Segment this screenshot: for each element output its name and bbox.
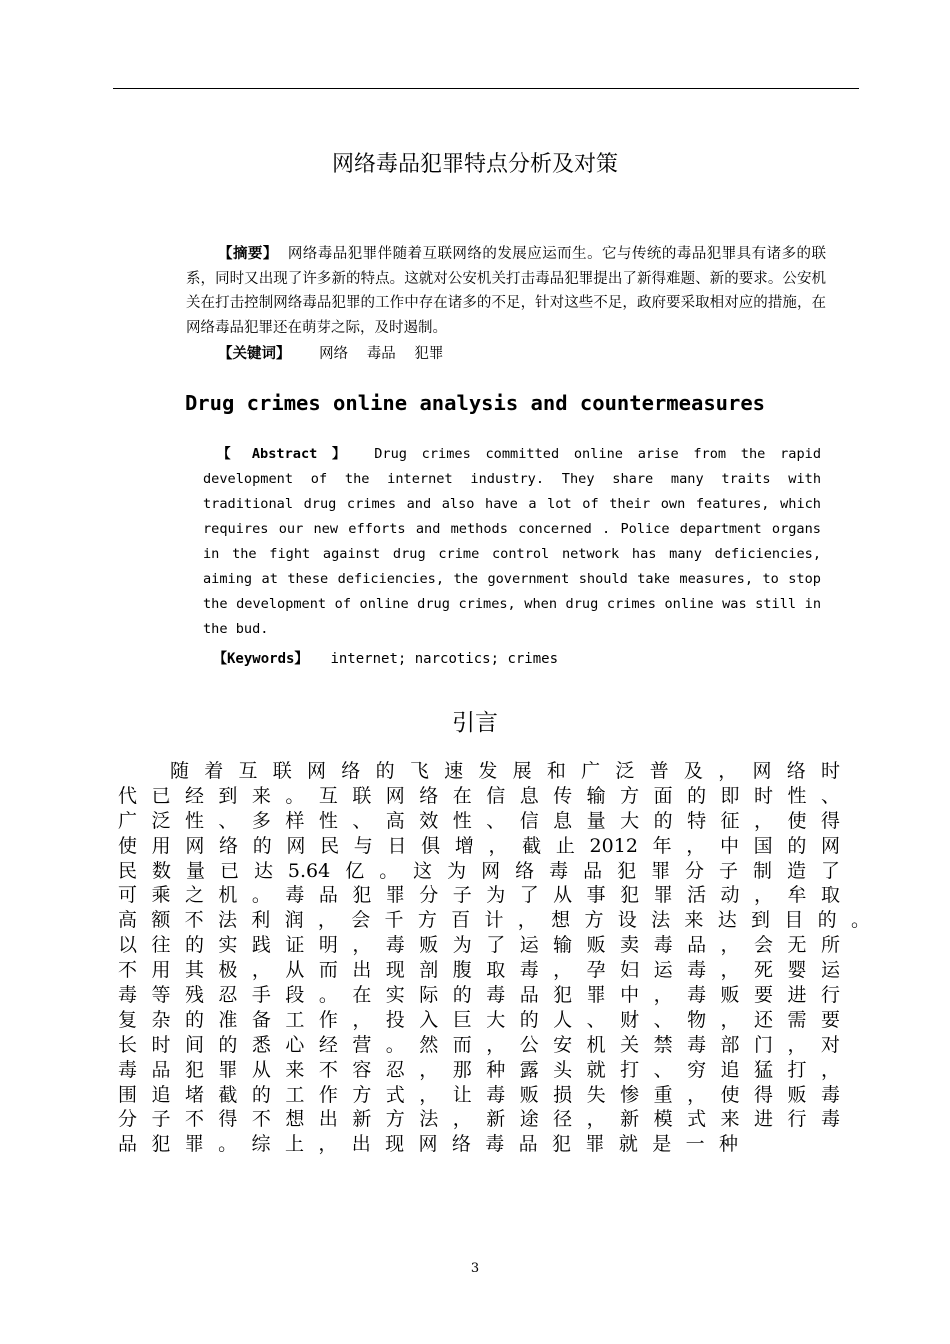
abstract-en [203,442,821,642]
body-line: 广泛性、多样性、高效性、信息量大的特征，使得 [118,809,840,832]
abstract-cn-text: 网络毒品犯罪伴随着互联网络的发展应运而生。它与传统的毒品犯罪具有诸多的联系，同时又出现了许多新的特点。这就对公安机关打击毒品犯罪提出了新得难题、新的要求。公安机关在打击控制网络毒品犯罪的工作中存在诸多的不足，针对这些不足，政府要采取相对应的措施，在网络毒品犯罪还在萌芽之际，及时遏制。 [186,246,827,336]
body-line: 分子不得不想出新方法，新途径，新模式来进行毒 [118,1108,840,1131]
page-title-cn: 网络毒品犯罪特点分析及对策 [331,152,618,177]
abstract-en-label: 【 Abstract 】 [217,446,353,462]
keywords-en-label: 【Keywords】 [213,651,309,667]
keyword-cn-item: 犯罪 [414,346,444,362]
abstract-en-text: Drug crimes committed online arise from the rapid development of the internet industry. They share many traits with traditional drug crimes and also have a lot of their own features, which requires our new efforts and methods concerned . Police department organs in the fight against drug crime control network has many deficiencies, aiming at these deficiencies, the government should take measures, to stop the development of online drug crimes, when drug crimes online was still in the bud. [203,446,822,637]
body-line: 随着互联网络的飞速发展和广泛普及，网络时 [170,760,840,782]
abstract-cn-label: 【摘要】 [218,245,278,262]
body-line: 围追堵截的工作方式，让毒贩损失惨重，使得贩毒 [118,1083,840,1106]
keywords-cn [218,342,457,363]
body-line: 长时间的悉心经营。然而，公安机关禁毒部门，对 [118,1033,840,1056]
abstract-cn [186,242,826,340]
body-line: 使用网络的网民与日俱增，截止2012年，中国的网 [118,834,840,857]
intro-heading: 引言 [452,710,498,736]
header-rule [113,88,859,89]
body-line: 高额不法利润，会千方百计，想方设法来达到目的。 [118,909,870,932]
keyword-cn-item: 毒品 [366,346,396,362]
keywords-cn-label: 【关键词】 [218,345,291,362]
body-line: 民数量已达5.64亿。这为网络毒品犯罪分子制造了 [118,859,840,882]
intro-body [118,759,870,1157]
page-title-en: Drug crimes online analysis and countermeasures [184,391,766,415]
keywords-en-text: internet; narcotics; crimes [330,651,559,667]
page-number: 3 [470,1261,480,1276]
keywords-en [213,648,558,668]
body-line: 复杂的准备工作，投入巨大的人、财、物，还需要 [118,1008,840,1031]
body-line: 品犯罪。综上，出现网络毒品犯罪就是一种 [118,1133,738,1156]
body-line: 可乘之机。毒品犯罪分子为了从事犯罪活动，牟取 [118,884,840,907]
body-line: 不用其极，从而出现剖腹取毒，孕妇运毒，死婴运 [118,959,840,982]
body-line: 以往的实践证明，毒贩为了运输贩卖毒品，会无所 [118,934,840,957]
body-line: 毒品犯罪从来不容忍，那种露头就打、穷追猛打， [118,1058,840,1081]
keyword-cn-item: 网络 [319,346,349,362]
body-line: 代已经到来。互联网络在信息传输方面的即时性、 [118,784,840,807]
body-line: 毒等残忍手段。在实际的毒品犯罪中，毒贩要进行 [118,984,840,1007]
